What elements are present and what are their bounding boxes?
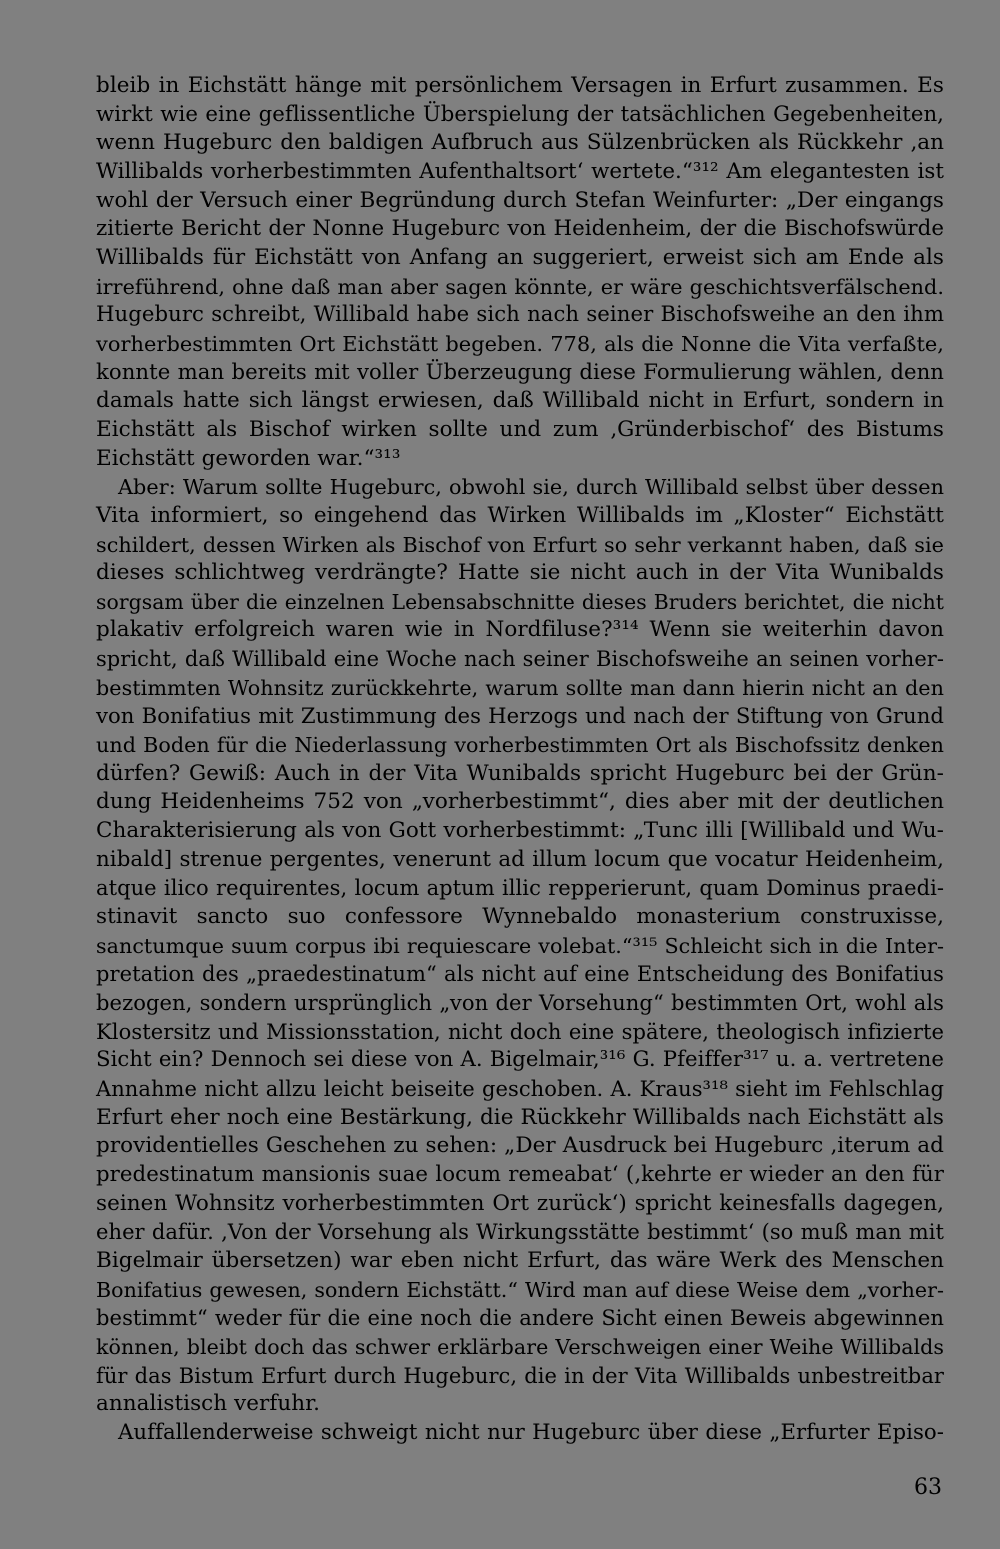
text-line: vorherbestimmten Ort Eichstätt begeben. 778, als die Nonne die Vita verfaßte, xyxy=(96,331,944,356)
text-line: plakativ erfolgreich waren wie in Nordfiluse?³¹⁴ Wenn sie weiterhin davon xyxy=(96,617,944,643)
text-line: Bonifatius gewesen, sondern Eichstätt.“ Wird man auf diese Weise dem „vorher- xyxy=(96,1277,944,1302)
text-line: sorgsam über die einzelnen Lebensabschnitte dieses Bruders berichtet, die nicht xyxy=(96,589,944,614)
text-line: Klostersitz und Missionsstation, nicht doch eine spätere, theologisch infizierte xyxy=(96,1018,944,1044)
text-line: Auffallenderweise schweigt nicht nur Hugeburc über diese „Erfurter Episo- xyxy=(118,1419,944,1445)
text-line: wenn Hugeburc den baldigen Aufbruch aus Sülzenbrücken als Rückkehr ‚an xyxy=(96,130,944,156)
text-line: dieses schlichtweg verdrängte? Hatte sie nicht auch in der Vita Wunibalds xyxy=(96,560,944,586)
text-line: seinen Wohnsitz vorherbestimmten Ort zurück‘) spricht keinesfalls dagegen, xyxy=(96,1190,944,1216)
text-line: stinavit sancto suo confessore Wynnebaldo monasterium construxisse, xyxy=(96,904,944,930)
text-line: Annahme nicht allzu leicht beiseite geschoben. A. Kraus³¹⁸ sieht im Fehlschlag xyxy=(96,1075,944,1101)
text-line: annalistisch verfuhr. xyxy=(96,1391,320,1417)
text-line: irreführend, ohne daß man aber sagen könnte, er wäre geschichtsverfälschend. xyxy=(96,274,944,299)
text-line: bezogen, sondern ursprünglich „von der Vorsehung“ bestimmten Ort, wohl als xyxy=(96,990,944,1015)
text-line: bleib in Eichstätt hänge mit persönlichem Versagen in Erfurt zusammen. Es xyxy=(96,73,944,98)
text-line: bestimmt“ weder für die eine noch die andere Sicht einen Beweis abgewinnen xyxy=(96,1305,944,1331)
text-line: pretation des „praedestinatum“ als nicht auf eine Entscheidung des Bonifatius xyxy=(96,961,944,987)
text-line: eher dafür. ‚Von der Vorsehung als Wirkungsstätte bestimmt‘ (so muß man mit xyxy=(96,1219,944,1245)
text-line: Willibalds vorherbestimmten Aufenthaltsort‘ wertete.“³¹² Am elegantesten ist xyxy=(96,158,944,184)
text-line: Vita informiert, so eingehend das Wirken Willibalds im „Kloster“ Eichstätt xyxy=(96,502,944,528)
text-line: Charakterisierung als von Gott vorherbestimmt: „Tunc illi [Willibald und Wu- xyxy=(96,818,944,844)
text-line: von Bonifatius mit Zustimmung des Herzogs und nach der Stiftung von Grund xyxy=(96,703,944,729)
text-line: schildert, dessen Wirken als Bischof von Erfurt so sehr verkannt haben, daß sie xyxy=(96,532,944,557)
text-line: sanctumque suum corpus ibi requiescare volebat.“³¹⁵ Schleicht sich in die Inter- xyxy=(96,933,944,958)
text-line: providentielles Geschehen zu sehen: „Der Ausdruck bei Hugeburc ‚iterum ad xyxy=(96,1133,944,1159)
text-line: konnte man bereits mit voller Überzeugung diese Formulierung wählen, denn xyxy=(96,359,944,385)
text-line: zitierte Bericht der Nonne Hugeburc von Heidenheim, der die Bischofswürde xyxy=(96,216,944,242)
text-line: und Boden für die Niederlassung vorherbestimmten Ort als Bischofssitz denken xyxy=(96,733,944,758)
text-line: wirkt wie eine geflissentliche Überspielung der tatsächlichen Gegebenheiten, xyxy=(96,101,944,127)
text-line: predestinatum mansionis suae locum remeabat‘ (‚kehrte er wieder an den für xyxy=(96,1161,944,1187)
page-number: 63 xyxy=(914,1475,942,1500)
text-line: Aber: Warum sollte Hugeburc, obwohl sie, durch Willibald selbst über dessen xyxy=(118,475,944,500)
text-line: für das Bistum Erfurt durch Hugeburc, die in der Vita Willibalds unbestreitbar xyxy=(96,1362,944,1388)
text-line: bestimmten Wohnsitz zurückkehrte, warum sollte man dann hierin nicht an den xyxy=(96,675,944,700)
text-line: damals hatte sich längst erwiesen, daß Willibald nicht in Erfurt, sondern in xyxy=(96,388,944,414)
text-line: dürfen? Gewiß: Auch in der Vita Wunibalds spricht Hugeburc bei der Grün- xyxy=(96,760,944,786)
text-line: Bigelmair übersetzen) war eben nicht Erfurt, das wäre Werk des Menschen xyxy=(96,1247,944,1273)
text-line: nibald] strenue pergentes, venerunt ad illum locum que vocatur Heidenheim, xyxy=(96,846,944,872)
text-line: atque ilico requirentes, locum aptum illic repperierunt, quam Dominus praedi- xyxy=(96,875,944,901)
text-line: Eichstätt geworden war.“³¹³ xyxy=(96,445,401,471)
text-line: dung Heidenheims 752 von „vorherbestimmt“, dies aber mit der deutlichen xyxy=(96,789,944,815)
text-line: spricht, daß Willibald eine Woche nach seiner Bischofsweihe an seinen vorher- xyxy=(96,647,944,672)
text-line: Willibalds für Eichstätt von Anfang an suggeriert, erweist sich am Ende als xyxy=(96,244,944,270)
text-line: Erfurt eher noch eine Bestärkung, die Rückkehr Willibalds nach Eichstätt als xyxy=(96,1104,944,1130)
text-line: können, bleibt doch das schwer erklärbare Verschweigen einer Weihe Willibalds xyxy=(96,1334,944,1359)
text-line: Sicht ein? Dennoch sei diese von A. Bigelmair,³¹⁶ G. Pfeiffer³¹⁷ u. a. vertretene xyxy=(96,1047,944,1073)
body-text xyxy=(96,72,944,1448)
text-line: wohl der Versuch einer Begründung durch Stefan Weinfurter: „Der eingangs xyxy=(96,187,944,213)
text-line: Hugeburc schreibt, Willibald habe sich nach seiner Bischofsweihe an den ihm xyxy=(96,302,944,328)
text-line: Eichstätt als Bischof wirken sollte und zum ‚Gründerbischof‘ des Bistums xyxy=(96,416,944,442)
